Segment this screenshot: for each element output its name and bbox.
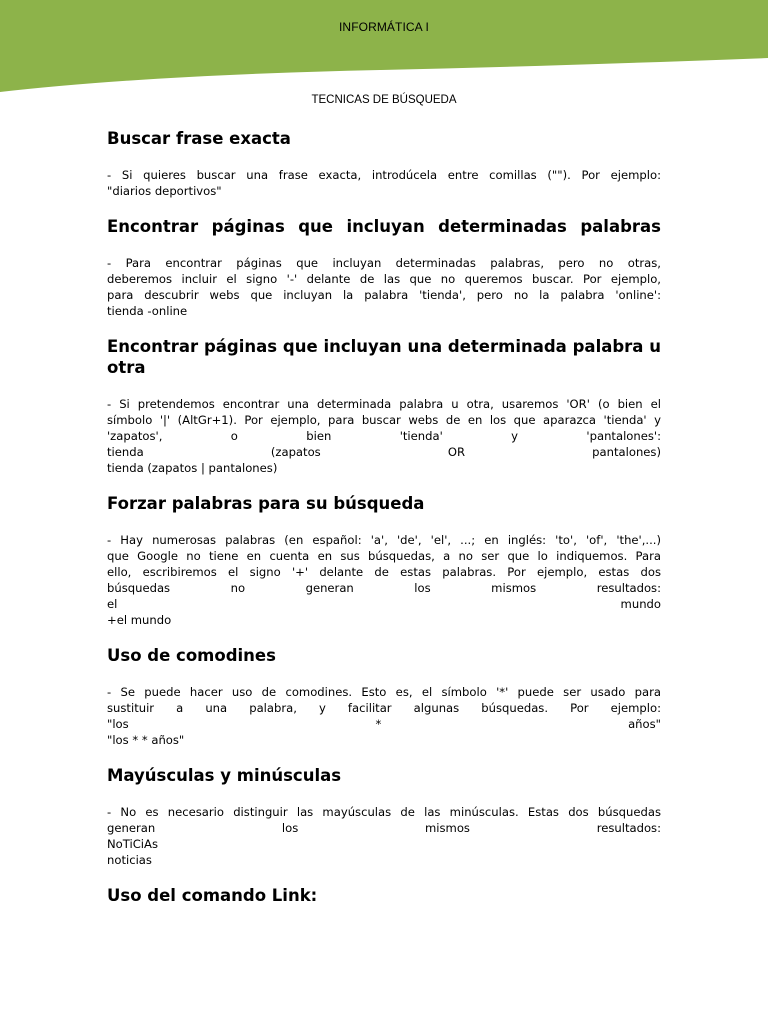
section-uso-de-comodines — [107, 645, 661, 748]
paragraph-line: búsquedas no generan los mismos resultados: — [107, 581, 661, 595]
paragraph-line: deberemos incluir el signo '-' delante de las que no queremos buscar. Por ejemplo, — [107, 272, 661, 286]
section-comando-link — [107, 885, 661, 906]
section-paragraph — [107, 684, 661, 748]
section-heading: Encontrar páginas que incluyan determinadas palabras — [107, 217, 661, 236]
section-encontrar-determinadas-palabras — [107, 216, 661, 319]
section-heading: Forzar palabras para su búsqueda — [107, 494, 425, 513]
paragraph-line: noticias — [107, 853, 152, 867]
header-band-shape — [0, 0, 768, 96]
paragraph-line: - Se puede hacer uso de comodines. Esto es, el símbolo '*' puede ser usado para — [107, 685, 661, 699]
paragraph-line: - Si pretendemos encontrar una determinada palabra u otra, usaremos 'OR' (o bien el — [107, 397, 661, 411]
paragraph-line: ello, escribiremos el signo '+' delante de estas palabras. Por ejemplo, estas dos — [107, 565, 661, 579]
paragraph-line: tienda -online — [107, 304, 188, 318]
paragraph-line: 'zapatos', o bien 'tienda' y 'pantalones': — [107, 429, 661, 443]
paragraph-line: - Para encontrar páginas que incluyan determinadas palabras, pero no otras, — [107, 256, 661, 270]
paragraph-line: sustituir a una palabra, y facilitar algunas búsquedas. Por ejemplo: — [107, 701, 661, 715]
paragraph-line: tienda (zapatos | pantalones) — [107, 461, 278, 475]
paragraph-line: generan los mismos resultados: — [107, 821, 661, 835]
section-heading: Encontrar páginas que incluyan una determinada palabra u otra — [107, 337, 661, 377]
section-paragraph — [107, 532, 661, 628]
section-heading: Uso de comodines — [107, 646, 276, 665]
section-paragraph — [107, 255, 661, 319]
document-subtitle: TECNICAS DE BÚSQUEDA — [311, 94, 457, 106]
paragraph-line: tienda (zapatos OR pantalones) — [107, 445, 661, 459]
section-paragraph — [107, 167, 661, 199]
section-heading: Buscar frase exacta — [107, 129, 291, 148]
section-paragraph — [107, 804, 661, 868]
section-heading: Uso del comando Link: — [107, 886, 318, 905]
header-band — [0, 0, 768, 96]
paragraph-line: "diarios deportivos" — [107, 184, 222, 198]
section-heading: Mayúsculas y minúsculas — [107, 766, 342, 785]
paragraph-line: símbolo '|' (AltGr+1). Por ejemplo, para buscar webs de en los que aparazca 'tienda' y — [107, 413, 661, 427]
section-paragraph — [107, 396, 661, 476]
section-palabra-u-otra — [107, 336, 661, 476]
paragraph-line: - Si quieres buscar una frase exacta, introdúcela entre comillas (""). Por ejemplo: — [107, 168, 661, 182]
paragraph-line: - Hay numerosas palabras (en español: 'a', 'de', 'el', ...; en inglés: 'to', 'of', 'the',...) — [107, 533, 661, 547]
section-forzar-palabras — [107, 493, 661, 628]
paragraph-line: el mundo — [107, 597, 661, 611]
paragraph-line: "los * años" — [107, 717, 661, 731]
paragraph-line: - No es necesario distinguir las mayúsculas de las minúsculas. Estas dos búsquedas — [107, 805, 661, 819]
paragraph-line: "los * * años" — [107, 733, 185, 747]
section-buscar-frase-exacta — [107, 128, 661, 199]
paragraph-line: +el mundo — [107, 613, 172, 627]
document-body — [107, 128, 661, 924]
paragraph-line: NoTiCiAs — [107, 837, 158, 851]
paragraph-line: para descubrir webs que incluyan la palabra 'tienda', pero no la palabra 'online': — [107, 288, 661, 302]
paragraph-line: que Google no tiene en cuenta en sus búsquedas, a no ser que lo indiquemos. Para — [107, 549, 661, 563]
section-mayusculas-minusculas — [107, 765, 661, 868]
header-title: INFORMÁTICA I — [339, 20, 429, 34]
